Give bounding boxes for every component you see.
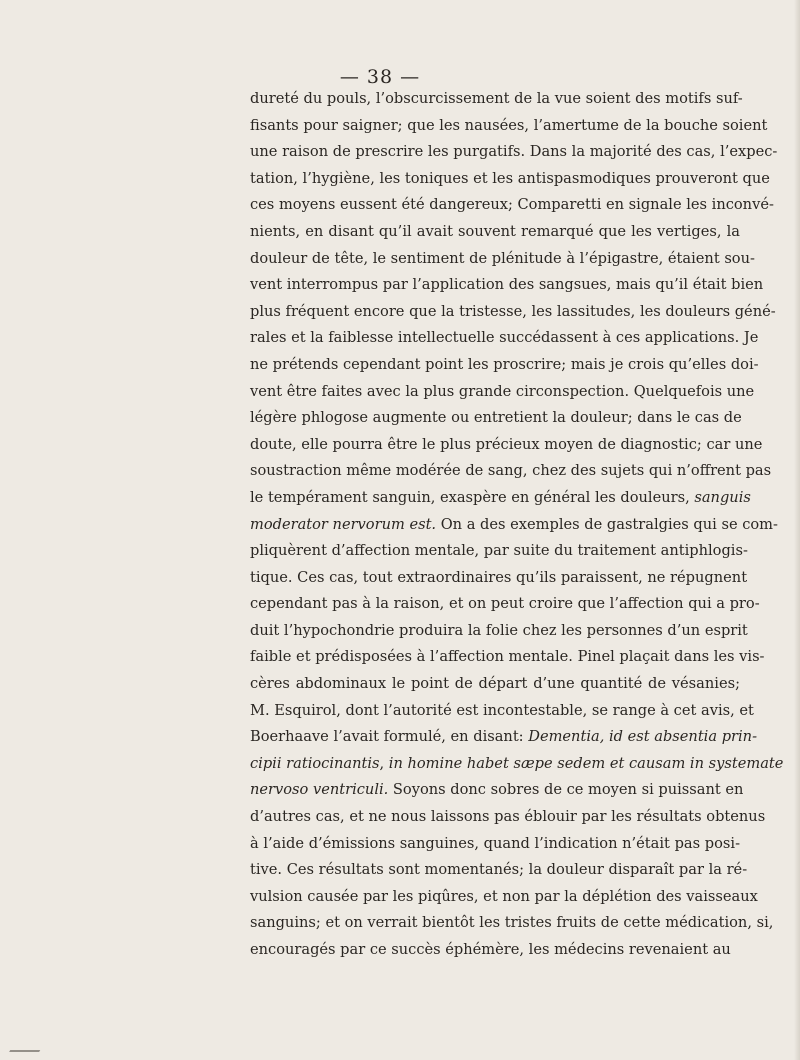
text-span: M. Esquirol, dont l’autorité est incontestable, se range à cet avis, et	[250, 701, 754, 719]
text-span: douleur de tête, le sentiment de plénitude à l’épigastre, étaient sou-	[250, 249, 755, 267]
text-line	[250, 166, 770, 193]
text-span: cependant pas à la raison, et on peut croire que l’affection qui a pro-	[250, 595, 760, 613]
text-line	[250, 777, 744, 804]
text-span: encouragés par ce succès éphémère, les médecins revenaient au	[250, 941, 731, 958]
text-span: ,	[379, 754, 389, 772]
text-line	[250, 884, 758, 911]
text-span: d’autres cas, et ne nous laissons pas éblouir par les résultats obtenus	[250, 808, 766, 826]
text-span: duit l’hypochondrie produira la folie chez les personnes d’un esprit	[250, 621, 748, 639]
text-line	[250, 379, 755, 406]
italic-latin-text: Dementia, id est absentia prin-	[528, 728, 758, 746]
text-line	[250, 352, 759, 379]
text-span: faible et prédisposées à l’affection mentale. Pinel plaçait dans les vis-	[250, 648, 765, 666]
text-line	[250, 272, 764, 299]
text-span: nients, en disant qu’il avait souvent remarqué que les vertiges, la	[250, 222, 740, 240]
text-line	[250, 512, 778, 539]
text-line	[250, 671, 740, 698]
text-span: fisants pour saigner; que les nausées, l’amertume de la bouche soient	[250, 116, 768, 134]
text-line	[250, 724, 758, 751]
text-line	[250, 192, 774, 219]
page-edge	[794, 0, 800, 1060]
italic-latin-text: nervoso ventriculi.	[250, 781, 389, 799]
text-span: vulsion causée par les piqûres, et non par la déplétion des vaisseaux	[250, 887, 758, 905]
text-line	[250, 325, 759, 352]
text-line	[250, 804, 766, 831]
text-span: plus fréquent encore que la tristesse, les lassitudes, les douleurs géné-	[250, 302, 776, 320]
text-line	[250, 139, 778, 166]
text-span: cères abdominaux le point de départ d’une quantité de vésanies;	[250, 675, 740, 693]
text-span: ne prétends cependant point les proscrire; mais je crois qu’elles doi-	[250, 355, 759, 373]
italic-latin-text: in homine habet sæpe sedem et causam in systemate	[388, 754, 784, 772]
italic-latin-text: sanguis	[694, 488, 751, 506]
text-span: légère phlogose augmente ou entretient la douleur; dans le cas de	[250, 409, 742, 427]
text-span: sanguins; et on verrait bientôt les tristes fruits de cette médication, si,	[250, 914, 774, 932]
italic-latin-text: moderator nervorum est.	[250, 515, 437, 533]
text-line	[250, 831, 740, 858]
scan-mark	[9, 1042, 45, 1052]
text-line	[250, 405, 740, 432]
text-span: tation, l’hygiène, les toniques et les antispasmodiques prouveront que	[250, 169, 770, 187]
text-span: le tempérament sanguin, exaspère en général les douleurs,	[250, 488, 695, 506]
text-line	[250, 219, 740, 246]
text-line	[250, 910, 774, 937]
italic-latin-text: cipii ratiocinantis	[250, 754, 380, 772]
body-text	[250, 86, 784, 964]
text-line	[250, 458, 772, 485]
text-span: Boerhaave l’avait formulé, en disant:	[250, 728, 529, 746]
text-line	[250, 644, 765, 671]
text-line	[250, 751, 784, 778]
text-span: On a des exemples de gastralgies qui se com-	[436, 515, 778, 533]
text-line	[250, 86, 743, 113]
text-line	[250, 299, 776, 326]
text-line	[250, 857, 748, 884]
text-line	[250, 538, 748, 565]
text-line	[250, 432, 763, 459]
text-span: une raison de prescrire les purgatifs. Dans la majorité des cas, l’expec-	[250, 143, 778, 161]
text-span: pliquèrent d’affection mentale, par suite du traitement antiphlogis-	[250, 542, 748, 560]
text-span: dureté du pouls, l’obscurcissement de la vue soient des motifs suf-	[250, 90, 743, 107]
text-line	[250, 565, 748, 592]
text-span: tive. Ces résultats sont momentanés; la douleur disparaît par la ré-	[250, 861, 748, 879]
text-span: Soyons donc sobres de ce moyen si puissant en	[388, 781, 744, 799]
text-line	[250, 113, 768, 140]
text-span: vent être faites avec la plus grande circonspection. Quelquefois une	[250, 382, 755, 400]
text-line	[250, 698, 754, 725]
text-line	[250, 246, 755, 273]
text-span: tique. Ces cas, tout extraordinaires qu’ils paraissent, ne répugnent	[250, 568, 748, 586]
text-span: doute, elle pourra être le plus précieux moyen de diagnostic; car une	[250, 435, 763, 453]
page-number: — 38 —	[339, 66, 421, 88]
text-span: rales et la faiblesse intellectuelle succédassent à ces applications. Je	[250, 329, 759, 347]
text-line	[250, 485, 751, 512]
text-line	[250, 591, 760, 618]
text-span: soustraction même modérée de sang, chez des sujets qui n’offrent pas	[250, 462, 772, 480]
text-span: ces moyens eussent été dangereux; Comparetti en signale les inconvé-	[250, 196, 774, 214]
text-line	[250, 937, 740, 964]
text-span: vent interrompus par l’application des sangsues, mais qu’il était bien	[250, 276, 764, 294]
text-line	[250, 618, 748, 645]
text-span: à l’aide d’émissions sanguines, quand l’indication n’était pas posi-	[250, 834, 740, 852]
